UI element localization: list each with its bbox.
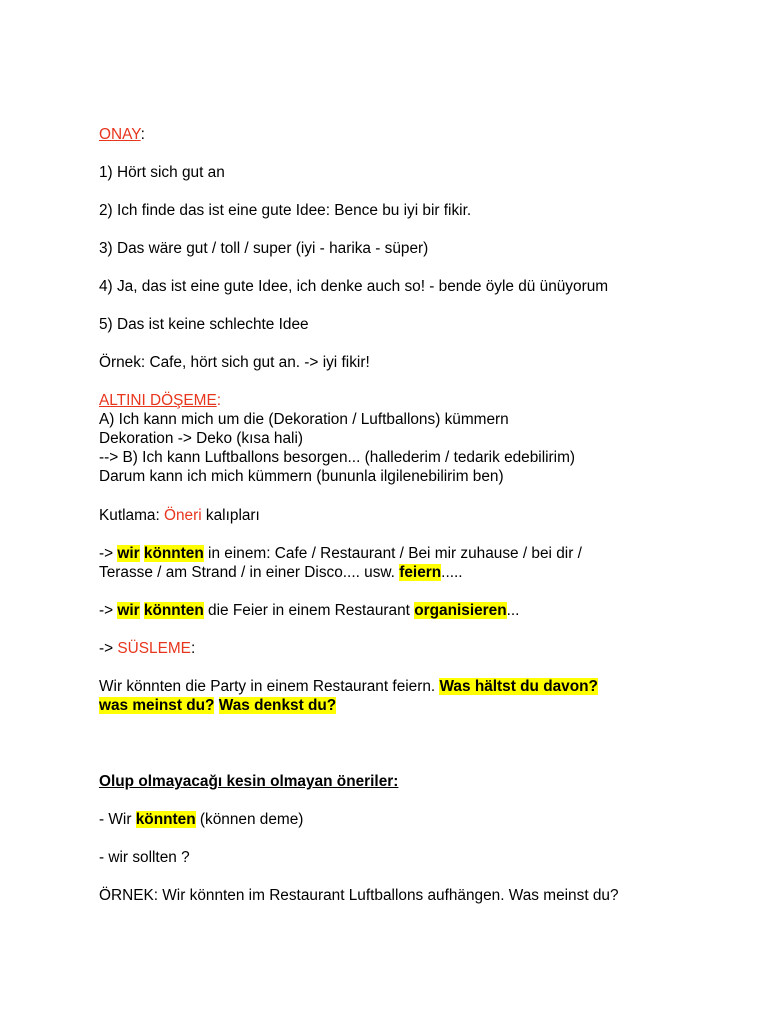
party-question-3: Was denkst du? [218, 697, 337, 714]
onay-example: Örnek: Cafe, hört sich gut an. -> iyi fikir! [99, 354, 370, 371]
sentence1-line2-text: Terasse / am Strand / in einer Disco.... usw. [99, 564, 400, 581]
onay-heading: ONAY [99, 126, 141, 143]
sentence1-koennten: könnten [143, 545, 204, 562]
sentence1-line-1 [99, 544, 582, 563]
onay-colon: : [140, 126, 145, 143]
party-question-2: was meinst du? [99, 697, 215, 714]
oneriler-item-1 [99, 810, 303, 829]
altini-colon: : [216, 392, 222, 409]
altini-line-4: Darum kann ich mich kümmern (bununla ilgilenebilirim ben) [99, 468, 504, 485]
kutlama-word: Öneri [164, 507, 202, 524]
party-line-2 [99, 696, 336, 715]
oneriler-example: ÖRNEK: Wir könnten im Restaurant Luftballons aufhängen. Was meinst du? [99, 887, 619, 904]
altini-heading-line [99, 391, 221, 410]
sentence1-arrow: -> [99, 545, 118, 562]
oneriler-item-2: - wir sollten ? [99, 849, 190, 866]
sentence1-line-2 [99, 563, 463, 582]
onay-item-5: 5) Das ist keine schlechte Idee [99, 316, 309, 333]
oneriler-heading: Olup olmayacağı kesin olmayan öneriler: [99, 773, 399, 790]
susleme-arrow: -> [99, 640, 118, 657]
susleme-colon: : [190, 640, 196, 657]
onay-item-2: 2) Ich finde das ist eine gute Idee: Bence bu iyi bir fikir. [99, 202, 472, 219]
sentence2-wir: wir [117, 602, 140, 619]
sentence1-dots: ..... [441, 564, 463, 581]
sentence2-dots: ... [506, 602, 520, 619]
party-question-1: Was hältst du davon? [439, 678, 598, 695]
onay-heading-line [99, 125, 145, 144]
altini-line-3: --> B) Ich kann Luftballons besorgen... (hallederim / tedarik edebilirim) [99, 449, 576, 466]
sentence2-line [99, 601, 519, 620]
sentence2-middle: die Feier in einem Restaurant [203, 602, 415, 619]
altini-line-2: Dekoration -> Deko (kısa hali) [99, 430, 304, 447]
kutlama-prefix: Kutlama: [99, 507, 165, 524]
sentence2-organisieren: organisieren [414, 602, 507, 619]
onay-item-3: 3) Das wäre gut / toll / super (iyi - harika - süper) [99, 240, 429, 257]
kutlama-line [99, 506, 260, 525]
sentence2-arrow: -> [99, 602, 118, 619]
party-text: Wir könnten die Party in einem Restaurant feiern. [99, 678, 440, 695]
susleme-word: SÜSLEME [117, 640, 191, 657]
oneriler-item1-highlight: könnten [135, 811, 196, 828]
oneriler-item1-prefix: - Wir [99, 811, 136, 828]
onay-item-1: 1) Hört sich gut an [99, 164, 225, 181]
sentence1-feiern: feiern [399, 564, 442, 581]
party-line-1 [99, 677, 598, 696]
altini-heading: ALTINI DÖŞEME [99, 392, 217, 409]
sentence1-rest: in einem: Cafe / Restaurant / Bei mir zuhause / bei dir / [203, 545, 582, 562]
susleme-line [99, 639, 195, 658]
oneriler-item1-suffix: (können deme) [195, 811, 304, 828]
sentence1-wir: wir [117, 545, 140, 562]
onay-item-4: 4) Ja, das ist eine gute Idee, ich denke auch so! - bende öyle dü ünüyorum [99, 278, 609, 295]
altini-line-1: A) Ich kann mich um die (Dekoration / Luftballons) kümmern [99, 411, 509, 428]
kutlama-suffix: kalıpları [201, 507, 260, 524]
sentence2-koennten: könnten [143, 602, 204, 619]
